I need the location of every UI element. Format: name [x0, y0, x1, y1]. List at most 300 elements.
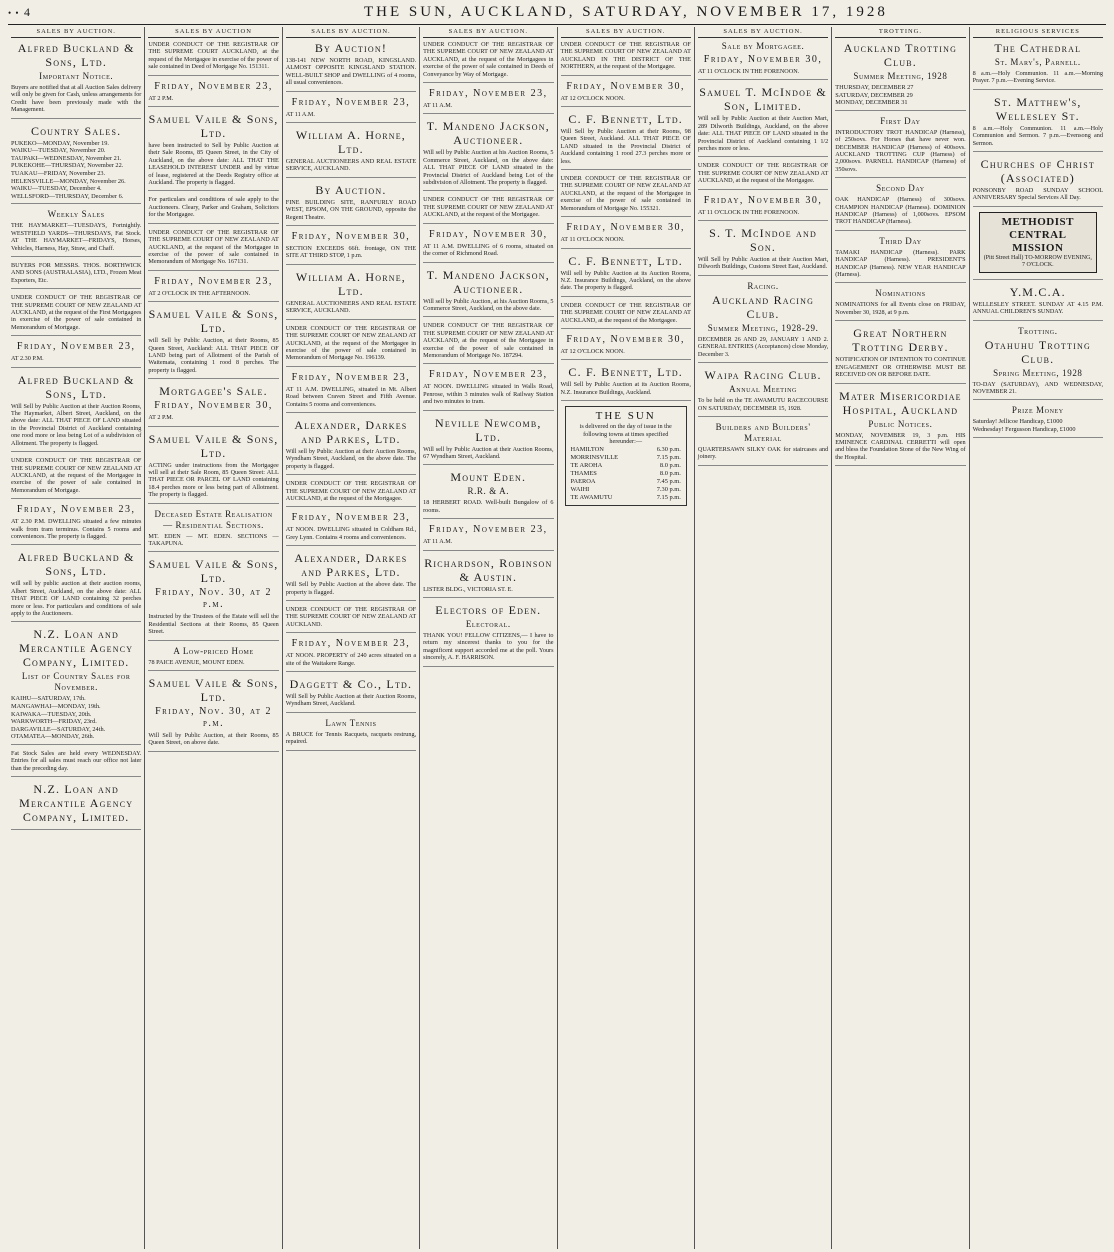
advert-body: INTRODUCTORY TROT HANDICAP (Harness), of 250sovs. For Horses that have never won. DECEMBER HANDICAP (Harness) of 400sovs. AUCKLAND TROTTING CUP (Harness) of 2,000sovs. PARNELL HANDICAP (Harness) of 350sovs.	[835, 128, 966, 173]
advert-body: 8 a.m.—Holy Communion. 11 a.m.—Holy Communion and Sermon. 7 p.m.—Evensong and Sermon.	[972, 124, 1103, 147]
advert-title: Otahuhu Trotting Club.	[984, 337, 1091, 366]
advert-block	[148, 229, 278, 271]
section-heading: Trotting.	[1018, 325, 1058, 336]
advert-body: Fat Stock Sales are held every WEDNESDAY. Entries for all sales must reach our office not later than the preceding day.	[11, 749, 142, 772]
advert-title: Samuel T. McIndoe & Son, Limited.	[699, 85, 827, 114]
advert-body: UNDER CONDUCT OF THE REGISTRAR OF THE SUPREME COURT OF NEW ZEALAND AT AUCKLAND, at the request of the Mortgagee in exercise of the power of sale contained in Memorandum of Mortgage No. 187294.	[423, 322, 554, 359]
advert-block	[973, 95, 1103, 152]
advert-block	[835, 288, 965, 321]
advert-title: N.Z. Loan and Mercantile Agency Company, Limited.	[19, 782, 134, 825]
advert-block	[423, 322, 553, 364]
advert-block	[698, 85, 828, 157]
advert-block	[973, 285, 1103, 321]
advert-block	[423, 119, 553, 191]
column-heading: SALES BY AUCTION.	[11, 27, 141, 38]
list-item: WAIKU—TUESDAY, November 20.	[11, 147, 106, 155]
advert-block	[835, 183, 965, 231]
advert-body: AT 2.30 P.M. DWELLING situated a few minutes walk from tram terminus. Contains 5 rooms and conveniences. The property is flagged.	[11, 518, 142, 540]
advert-body: To be held on the TE AWAMUTU RACECOURSE ON SATURDAY, DECEMBER 15, 1928.	[697, 397, 829, 412]
advert-title: Alfred Buckland & Sons, Ltd.	[17, 41, 135, 69]
advert-body: AT 12 O'CLOCK NOON.	[560, 94, 625, 102]
column-heading: SALES BY AUCTION.	[286, 27, 416, 38]
advert-body: Will Sell by Public Auction at the above date. The property is flagged.	[285, 581, 417, 596]
delivery-time: 7.15 p.m.	[656, 494, 681, 502]
advert-block	[11, 782, 141, 830]
advert-subtitle: First Day	[880, 115, 921, 126]
town-name: PAEROA	[570, 478, 596, 486]
list-item: OTAMATEA—MONDAY, 26th.	[11, 733, 95, 741]
advert-body: Will sell by Public Auction at their Auction Mart, 289 Dilworth Buildings, Auckland, on the above date: ALL THAT PIECE OF LAND situated in the Provincial District of Auckland containing 1 1/2 perches more or less.	[697, 115, 829, 153]
advert-body: UNDER CONDUCT OF THE REGISTRAR OF THE SUPREME COURT OF NEW ZEALAND AT AUCKLAND, at the request of the Mortgagee in exercise of the power of sale contained in Memorandum of Mortgage.	[11, 457, 142, 494]
sale-date: Friday, November 23,	[154, 80, 273, 92]
advert-block	[561, 406, 691, 513]
sale-date: Friday, November 23,	[291, 512, 411, 524]
advert-body: THANK YOU! FELLOW CITIZENS,— I have to return my sincerest thanks to you for the magnificent support accorded me at the poll. Yours sincerely, A. F. HARRISON.	[423, 632, 554, 662]
advert-body: MONDAY, NOVEMBER 19, 3 p.m. HIS EMINENCE CARDINAL CERRETTI will open and bless the Foundation Stone of the New Wing of the Hospital.	[835, 431, 966, 461]
advert-block	[423, 603, 553, 667]
advert-block	[561, 334, 691, 360]
advert-block	[698, 195, 828, 221]
column-8	[970, 27, 1106, 1249]
advert-body: Will Sell by Public Auction at its Auction Rooms, N.Z. Insurance Buildings, Auckland.	[560, 381, 691, 396]
advert-subtitle: A Low-priced Home	[173, 645, 254, 656]
advert-subtitle: Annual Meeting	[729, 384, 797, 395]
advert-body: AT 11 A.M. DWELLING, situated in Mt. Albert Road between Craven Street and Fifth Avenue. Contains 5 rooms and conveniences.	[285, 385, 417, 408]
advert-block	[698, 368, 828, 417]
advert-body: DECEMBER 26 AND 29, JANUARY 1 AND 2. GENERAL ENTRIES (Acceptances) close Monday, December 3.	[697, 335, 829, 358]
advert-title: Samuel Vaile & Sons, Ltd.	[148, 676, 279, 705]
advert-block	[973, 157, 1103, 207]
advert-title: Waipa Racing Club.	[704, 368, 822, 383]
advert-block	[423, 470, 553, 519]
town-name: THAMES	[570, 470, 597, 478]
advert-block	[423, 41, 553, 83]
list-item: Saturday! Jellicoe Handicap, £1000	[972, 418, 1063, 426]
advert-title: C. F. Bennett, Ltd.	[568, 365, 683, 380]
advert-block	[835, 389, 965, 467]
methodist-box-subtitle: (Pitt Street Hall) TO-MORROW EVENING, 7 O'CLOCK.	[983, 254, 1092, 268]
page-number: 4	[24, 5, 30, 19]
advert-block	[423, 196, 553, 223]
sale-date: Friday, November 23,	[429, 369, 548, 381]
column-heading: RELIGIOUS SERVICES	[973, 27, 1103, 38]
advert-block	[561, 302, 691, 329]
list-item: WELLSFORD—THURSDAY, December 6.	[11, 192, 124, 200]
advert-title: Richardson, Robinson & Austin.	[424, 555, 553, 584]
list-item: MANGAWHAI—MONDAY, 19th.	[11, 702, 101, 710]
advert-body: SECTION EXCEEDS 66ft. frontage, ON THE SITE AT THIRD STOP, 1 p.m.	[285, 245, 417, 260]
advert-body: TAMAKI HANDICAP (Harness). PARK HANDICAP (Harness). PRESIDENT'S HANDICAP (Harness). NEW YEAR HANDICAP (Harness).	[835, 248, 966, 279]
town-name: HAMILTON	[570, 446, 604, 454]
advert-block	[835, 236, 965, 284]
advert-body: Buyers are notified that at all Auction Sales delivery will only be given for Cash, unless arrangements for Credit have been previously made with the Management.	[11, 84, 142, 114]
advert-block	[11, 750, 141, 777]
advert-block	[11, 294, 141, 336]
advert-subtitle: Builders and Builders' Material	[715, 421, 811, 443]
advert-body: AT 11 A.M.	[285, 110, 315, 118]
advert-body: UNDER CONDUCT OF THE REGISTRAR OF THE SUPREME COURT OF NEW ZEALAND AT AUCKLAND, at the request of the First Mortgagees in exercise of the power of sale contained in Memorandum of Mortgage.	[11, 294, 142, 331]
advert-body: PONSONBY ROAD SUNDAY SCHOOL ANNIVERSARY Special Services All Day.	[972, 187, 1103, 202]
advert-body: AT 11 O'CLOCK NOON.	[560, 236, 625, 244]
column-heading: SALES BY AUCTION.	[561, 27, 691, 38]
list-item: TUAKAU—FRIDAY, November 23.	[11, 170, 106, 177]
advert-title: Samuel Vaile & Sons, Ltd.	[148, 431, 279, 460]
advert-body: UNDER CONDUCT OF THE REGISTRAR OF THE SUPREME COURT OF NEW ZEALAND AT AUCKLAND.	[285, 606, 417, 628]
advert-block	[973, 41, 1103, 90]
advert-block	[561, 112, 691, 170]
advert-body: UNDER CONDUCT OF THE REGISTRAR OF THE SUPREME COURT OF NEW ZEALAND AT AUCKLAND, at the request of the Mortgagees in exercise of the power of sale contained in Deeds of Conveyance by Way of Mortgage.	[423, 41, 554, 78]
advert-block	[835, 326, 965, 383]
advert-title: Auckland Trotting Club.	[843, 41, 958, 69]
advert-body: OAK HANDICAP (Harness) of 300sovs. CHAMPION HANDICAP (Harness). DOMINION HANDICAP (Harness) of 1,000sovs. EPSOM TROT HANDICAP (Harness).	[835, 196, 966, 226]
advert-block	[698, 226, 828, 276]
advert-body: AT 2 O'CLOCK IN THE AFTERNOON.	[148, 289, 251, 297]
advert-body: Will Sell by Public Auction at their Rooms, 98 Queen Street, Auckland. ALL THAT PIECE OF LAND situated in the Provincial District of Auckland containing 1 rood 27.3 perches more or less.	[560, 128, 691, 165]
advert-block	[11, 124, 141, 205]
sun-delivery-box	[565, 406, 687, 506]
advert-block	[835, 41, 965, 111]
advert-body: UNDER CONDUCT OF THE REGISTRAR OF THE SUPREME COURT OF NEW ZEALAND AT AUCKLAND, at the request of the Mortgagee.	[697, 162, 829, 185]
column-heading: TROTTING.	[835, 27, 965, 38]
advert-block	[698, 162, 828, 189]
advert-body: AT NOON. PROPERTY of 240 acres situated on a site of the Waitakere Range.	[285, 652, 417, 667]
sale-date: Friday, November 23,	[16, 341, 136, 353]
advert-block	[286, 270, 416, 320]
sale-date: Friday, November 30,	[154, 400, 273, 412]
advert-title: N.Z. Loan and Mercantile Agency Company, Limited.	[19, 627, 134, 670]
advert-body: 78 PAICE AVENUE, MOUNT EDEN.	[148, 658, 245, 666]
advert-block	[423, 556, 553, 598]
advert-body: QUARTERSAWN SILKY OAK for staircases and joinery.	[697, 445, 829, 461]
advert-block	[698, 41, 828, 80]
advert-block	[286, 183, 416, 226]
advert-body: 18 HERBERT ROAD. Well-built Bungalow of 6 rooms.	[423, 499, 554, 514]
advert-title: Country Sales.	[31, 123, 122, 138]
advert-block	[11, 504, 141, 545]
advert-block	[423, 369, 553, 410]
advert-block	[148, 112, 278, 191]
advert-body: TO-DAY (SATURDAY), AND WEDNESDAY, NOVEMBER 21.	[972, 380, 1103, 396]
town-name: TE AWAMUTU	[570, 494, 613, 502]
list-item: DARGAVILLE—SATURDAY, 24th.	[11, 725, 106, 733]
advert-block	[561, 175, 691, 217]
advert-block	[11, 209, 141, 257]
sun-delivery-row	[571, 478, 681, 486]
advert-title: By Auction!	[314, 41, 388, 55]
advert-body: Will sell by Public Auction at their Auction Rooms, 67 Wyndham Street, Auckland.	[423, 445, 554, 460]
advert-body: AT 11 O'CLOCK IN THE FORENOON.	[697, 68, 800, 75]
advert-block	[561, 81, 691, 107]
advert-title: Alexander, Darkes and Parkes, Ltd.	[294, 417, 408, 446]
advert-block	[148, 41, 278, 76]
column-2	[145, 27, 282, 1249]
advert-subtitle: Sale by Mortgagee.	[721, 41, 805, 51]
list-item: MONDAY, DECEMBER 31	[835, 99, 908, 107]
masthead	[8, 4, 1106, 25]
sale-date: Friday, November 30,	[429, 228, 548, 240]
advert-body: AT 2.30 P.M.	[11, 355, 44, 363]
methodist-box-title: METHODIST CENTRAL MISSION	[1001, 215, 1074, 254]
advert-block	[286, 551, 416, 601]
advert-subtitle: Electoral.	[465, 619, 511, 629]
advert-block	[423, 229, 553, 263]
advert-title: Samuel Vaile & Sons, Ltd.	[148, 307, 279, 336]
advert-block	[11, 457, 141, 499]
advert-body: BUYERS FOR MESSRS. THOS. BORTHWICK AND SONS (AUSTRALASIA), LTD., Frozen Meat Exporters, Etc.	[11, 262, 142, 284]
advert-body: AT 2 P.M.	[148, 94, 174, 102]
sale-date: Friday, November 30,	[566, 333, 685, 345]
sale-date: Friday, November 30,	[566, 222, 685, 234]
advert-block	[286, 325, 416, 367]
list-item: KAIWAKA—TUESDAY, 20th.	[11, 710, 92, 718]
advert-body: MT. EDEN — MT. EDEN. SECTIONS — TAKAPUNA.	[148, 532, 279, 547]
advert-block	[286, 97, 416, 123]
advert-block	[11, 41, 141, 119]
advert-subtitle: Important Notice.	[39, 71, 114, 81]
advert-title: T. Mandeno Jackson, Auctioneer.	[426, 267, 550, 296]
sun-delivery-row	[571, 486, 681, 494]
advert-body: Instructed by the Trustees of the Estate will sell the Residential Sections at their Rooms, 85 Queen Street.	[148, 613, 279, 636]
advert-block	[148, 646, 278, 671]
advert-body: AT 11 A.M.	[423, 102, 453, 110]
advert-subtitle: Summer Meeting, 1928	[853, 71, 948, 81]
advert-body: UNDER CONDUCT OF THE REGISTRAR OF THE SUPREME COURT OF NEW ZEALAND AT AUCKLAND, at the request of the Mortgagee in exercise of the power of sale contained in Memorandum of Mortgage No. 196139.	[285, 324, 417, 362]
column-heading: SALES BY AUCTION	[148, 27, 278, 38]
sale-date: Friday, November 23,	[429, 524, 548, 536]
advert-block	[148, 196, 278, 223]
advert-block	[286, 480, 416, 507]
advert-body: A BRUCE for Tennis Racquets, racquets restrung, repaired.	[285, 730, 417, 746]
advert-body: GENERAL AUCTIONEERS AND REAL ESTATE SERVICE, AUCKLAND.	[285, 299, 417, 315]
page-title: THE SUN, AUCKLAND, SATURDAY, NOVEMBER 17, 1928	[364, 4, 888, 20]
sale-date: Friday, Nov. 30, at 2 p.m.	[155, 587, 273, 611]
advert-block	[11, 262, 141, 289]
advert-body: Will Sell by Public Auction at their Auction Rooms, The Haymarket, Albert Street, Auckland, on the above date: ALL THAT PIECE OF LAND situated in the Provincial District of Auckland containing one rood more or less being Lot of a subdivision of Allotment. The property is flagged.	[11, 402, 142, 447]
advert-body: For particulars and conditions of sale apply to the Auctioneers. Cleary, Parker and Graham, Solicitors for the Mortgagee.	[148, 196, 279, 219]
advert-title: Mortgagee's Sale.	[159, 384, 268, 399]
advert-block	[148, 676, 278, 752]
list-item: Wednesday! Fergusson Handicap, £1000	[972, 426, 1076, 434]
sale-date: Friday, November 30,	[703, 194, 823, 206]
delivery-time: 7.30 p.m.	[656, 486, 681, 494]
advert-subtitle: St. Mary's, Parnell.	[994, 57, 1081, 67]
advert-title: By Auction.	[315, 182, 387, 197]
list-item: TAUPAKI—WEDNESDAY, November 21.	[11, 154, 122, 162]
advert-body: Will sell by Public Auction at its Auction Rooms, N.Z. Insurance Buildings, Auckland, on the above date. The property is flagged.	[560, 269, 691, 292]
advert-block	[973, 326, 1103, 401]
advert-block	[561, 41, 691, 76]
advert-block	[286, 606, 416, 633]
advert-block	[286, 512, 416, 546]
column-5	[558, 27, 695, 1249]
sale-date: Friday, November 30,	[703, 54, 823, 65]
advert-body: Will Sell by Public Auction at their Auction Rooms, Wyndham Street, Auckland.	[285, 693, 417, 708]
advert-body: NOMINATIONS for all Events close on FRIDAY, November 30, 1928, at 9 p.m.	[835, 301, 966, 316]
advert-title: Alfred Buckland & Sons, Ltd.	[17, 550, 135, 579]
advert-block	[148, 509, 278, 553]
advert-title: T. Mandeno Jackson, Auctioneer.	[426, 119, 550, 148]
list-item: WARKWORTH—FRIDAY, 23rd.	[11, 718, 97, 726]
sun-delivery-row	[571, 454, 681, 462]
advert-title: Mater Misericordiae Hospital, Auckland	[839, 388, 962, 417]
column-3	[283, 27, 420, 1249]
advert-title: William A. Horne, Ltd.	[295, 269, 407, 298]
sale-date: Friday, November 23,	[154, 275, 273, 287]
advert-title: Y.M.C.A.	[1009, 284, 1066, 299]
advert-body: UNDER CONDUCT OF THE REGISTRAR OF THE SUPREME COURT OF NEW ZEALAND AT AUCKLAND, at the request of the Mortgagee.	[423, 196, 554, 219]
advert-body: Will Sell by Public Auction, at their Rooms, 85 Queen Street, on above date.	[148, 732, 279, 747]
column-7	[832, 27, 969, 1249]
town-name: TE AROHA	[570, 462, 603, 470]
advert-title: Samuel Vaile & Sons, Ltd.	[148, 557, 279, 586]
advert-body: UNDER CONDUCT OF THE REGISTRAR OF THE SUPREME COURT OF NEW ZEALAND AT AUCKLAND, at the request of the Mortgagee.	[560, 301, 691, 324]
column-6	[695, 27, 832, 1249]
advert-body: Will Sell by Public Auction at their Auction Mart, Dilworth Buildings, Customs Street East, Auckland.	[697, 256, 829, 271]
masthead-dots: • •	[8, 8, 20, 18]
advert-block	[423, 88, 553, 114]
advert-body: AT 2 P.M.	[148, 414, 174, 422]
advert-block	[148, 384, 278, 426]
advert-subtitle: Nominations	[875, 288, 926, 299]
advert-body: AT 11 O'CLOCK IN THE FORENOON.	[697, 208, 800, 216]
advert-block	[286, 41, 416, 92]
delivery-time: 8.0 p.m.	[659, 470, 681, 478]
advert-title: C. F. Bennett, Ltd.	[568, 253, 683, 268]
advert-title: Neville Newcomb, Ltd.	[435, 415, 542, 444]
advert-title: Great Northern Trotting Derby.	[852, 326, 949, 355]
list-item: SATURDAY, DECEMBER 29	[835, 91, 913, 99]
section-heading: Racing.	[747, 280, 779, 291]
sun-delivery-row	[571, 446, 681, 454]
sale-date: Friday, November 23,	[291, 96, 411, 108]
advert-subtitle: Third Day	[879, 235, 922, 246]
advert-block	[286, 677, 416, 713]
list-item: THURSDAY, DECEMBER 27	[835, 84, 914, 91]
advert-block	[148, 432, 278, 504]
advert-block	[973, 405, 1103, 437]
advert-body: have been instructed to Sell by Public Auction at their Sale Rooms, 85 Queen Street, in the City of Auckland, on the above date: ALL THAT THE LEASEHOLD INTEREST UNDER and by virtue of lease, registered at the Deeds Registry office at Auckland. The property is flagged.	[148, 142, 279, 187]
advert-block	[698, 422, 828, 466]
town-name: WAIHI	[570, 486, 590, 494]
advert-body: FINE BUILDING SITE, RANFURLY ROAD WEST, EPSOM, ON THE GROUND, opposite the Regent Theatre.	[285, 198, 417, 221]
advert-body: LISTER BLDG., VICTORIA ST. E.	[423, 585, 513, 593]
sale-date: Friday, November 30,	[291, 231, 411, 243]
sale-date: Friday, November 23,	[429, 88, 548, 100]
advert-body: NOTIFICATION OF INTENTION TO CONTINUE ENGAGEMENT OR OTHERWISE MUST BE RECEIVED ON OR BEFORE DATE.	[835, 356, 966, 379]
advert-block	[11, 627, 141, 745]
advert-body: will Sell by Public Auction, at their Rooms, 85 Queen Street, Auckland: ALL THAT PIECE OF LAND being part of Allotment of the Parish of Waitemata, containing 1 rood 8 perches. The property is flagged.	[148, 337, 279, 374]
advert-body: ACTING under instructions from the Mortgagee will sell at their Sale Room, 85 Queen Street: ALL THAT PIECE OR PARCEL OF LAND containing 18.4 perches more or less being part of Allotment. The property is flagged.	[148, 461, 279, 499]
advert-body: GENERAL AUCTIONEERS AND REAL ESTATE SERVICE, AUCKLAND.	[285, 158, 417, 173]
sale-date: Friday, Nov. 30, at 2 p.m.	[155, 706, 273, 730]
advert-subtitle: Spring Meeting, 1928	[993, 367, 1083, 378]
advert-body: Will sell by Public Auction at their Auction Rooms, Wyndham Street, Auckland, on the above date. The property is flagged.	[285, 447, 417, 470]
advert-body: WELLESLEY STREET. SUNDAY AT 4.15 P.M. ANNUAL CHILDREN'S SUNDAY.	[972, 300, 1103, 316]
advert-block	[148, 307, 278, 379]
advert-body: Will sell by Public Auction, at his Auction Rooms, 5 Commerce Street, Auckland, on the above date.	[423, 297, 554, 312]
advert-body: AT 12 O'CLOCK NOON.	[560, 347, 625, 355]
advert-body: will sell by public auction at their auction rooms, Albert Street, Auckland, on the above date: ALL THAT PIECE OF LAND containing 32 perches more or less. For particulars and conditions of sale apply to the Auctioneers.	[11, 580, 142, 617]
advert-body: AT NOON. DWELLING situated in Coldham Rd., Grey Lynn. Contains 4 rooms and conveniences.	[285, 526, 417, 541]
advert-block	[11, 373, 141, 452]
advert-block	[286, 418, 416, 475]
column-1	[8, 27, 145, 1249]
sun-delivery-row	[571, 462, 681, 470]
advert-subtitle: Summer Meeting, 1928-29.	[707, 322, 819, 333]
sale-date: Friday, November 30,	[566, 80, 685, 92]
advert-body: AT 11 A.M.	[423, 538, 453, 546]
advert-subtitle: Prize Money	[1011, 405, 1064, 416]
advert-body: UNDER CONDUCT OF THE REGISTRAR OF THE SUPREME COURT AUCKLAND, at the request of the Mortgagee in exercise of the power of sale contained in Deed of Mortgage No. 151311.	[148, 41, 279, 71]
delivery-time: 7.45 p.m.	[656, 478, 681, 486]
advert-block	[11, 341, 141, 367]
delivery-time: 6.30 p.m.	[656, 446, 681, 454]
sun-box-title: THE SUN	[595, 410, 656, 423]
advert-block	[423, 416, 553, 466]
advert-body: UNDER CONDUCT OF THE REGISTRAR OF THE SUPREME COURT OF NEW ZEALAND AT AUCKLAND, at the request of the Mortgagee.	[285, 480, 417, 502]
sun-delivery-row	[571, 494, 681, 502]
list-item: HELENSVILLE—MONDAY, November 26.	[11, 177, 126, 185]
advert-body: THE HAYMARKET—TUESDAYS, Fortnightly. WESTFIELD YARDS—THURSDAYS, Fat Stock. AT THE HAYMARKET—FRIDAYS, Horses, Vehicles, Harness, Hay, Straw, and Chaff.	[11, 222, 142, 252]
sale-date: Friday, November 23,	[16, 504, 136, 516]
sale-date: Friday, November 23,	[291, 638, 411, 650]
advert-title: Auckland Racing Club.	[712, 292, 815, 321]
advert-block	[286, 638, 416, 672]
advert-body: 8 a.m.—Holy Communion. 11 a.m.—Morning Prayer. 7 p.m.—Evening Service.	[972, 70, 1103, 85]
list-item: WAIKU—TUESDAY, December 4.	[11, 185, 102, 193]
town-name: MORRINSVILLE	[570, 454, 619, 462]
delivery-time: 7.15 p.m.	[656, 454, 681, 462]
advert-body: UNDER CONDUCT OF THE REGISTRAR OF THE SUPREME COURT OF NEW ZEALAND AT AUCKLAND IN THE DISTRICT OF THE NORTHERN, at the request of the Mortgagee.	[560, 41, 691, 71]
advert-block	[286, 128, 416, 178]
advert-subtitle: Deceased Estate Realisation — Residential Sections.	[154, 508, 273, 530]
advert-title: The Cathedral	[994, 41, 1082, 55]
list-item: KAIHU—SATURDAY, 17th.	[11, 695, 86, 703]
delivery-time: 8.0 p.m.	[659, 462, 681, 470]
advert-subtitle: R.R. & A.	[467, 486, 510, 497]
advert-title: Alexander, Darkes and Parkes, Ltd.	[294, 551, 408, 580]
advert-body: UNDER CONDUCT OF THE REGISTRAR OF THE SUPREME COURT OF NEW ZEALAND AT AUCKLAND, at the request of the Mortgagee in exercise of the power of sale contained in Memorandum of Mortgage No. 155321.	[560, 175, 691, 212]
advert-block	[148, 81, 278, 107]
advert-block	[561, 254, 691, 297]
advert-title: William A. Horne, Ltd.	[295, 128, 407, 157]
advert-subtitle: Second Day	[876, 183, 925, 194]
advert-title: St. Matthew's, Wellesley St.	[994, 94, 1082, 123]
advert-title: Alfred Buckland & Sons, Ltd.	[17, 372, 135, 401]
advert-block	[286, 372, 416, 413]
advert-title: Mount Eden.	[450, 470, 527, 485]
methodist-mission-box	[979, 212, 1097, 273]
advert-subtitle: Public Notices.	[868, 418, 933, 429]
list-item: PUKEKOHE—THURSDAY, November 22.	[11, 162, 124, 170]
sale-date: Friday, November 23,	[291, 371, 411, 383]
columns-container	[8, 27, 1106, 1249]
advert-block	[148, 276, 278, 302]
advert-subtitle: Lawn Tennis	[325, 717, 377, 728]
advert-body: 138-141 NEW NORTH ROAD, KINGSLAND. ALMOST OPPOSITE KINGSLAND STATION. WELL-BUILT SHOP and DWELLING of 4 rooms, all usual conveniences.	[285, 57, 417, 87]
advert-subtitle: List of Country Sales for November.	[21, 671, 131, 693]
advert-block	[148, 557, 278, 640]
advert-title: Churches of Christ (Associated)	[980, 157, 1095, 186]
advert-title: S. T. McIndoe and Son.	[709, 226, 817, 255]
advert-block	[561, 365, 691, 401]
advert-title: Electors of Eden.	[435, 603, 542, 617]
list-item: PUKEKO—MONDAY, November 19.	[11, 139, 109, 147]
advert-block	[698, 281, 828, 363]
advert-block	[286, 718, 416, 751]
advert-body: UNDER CONDUCT OF THE REGISTRAR OF THE SUPREME COURT OF NEW ZEALAND AT AUCKLAND, at the request of the Mortgagee in exercise of the power of sale contained in Memorandum of Mortgage No. 167131.	[148, 228, 279, 266]
advert-block	[423, 524, 553, 550]
